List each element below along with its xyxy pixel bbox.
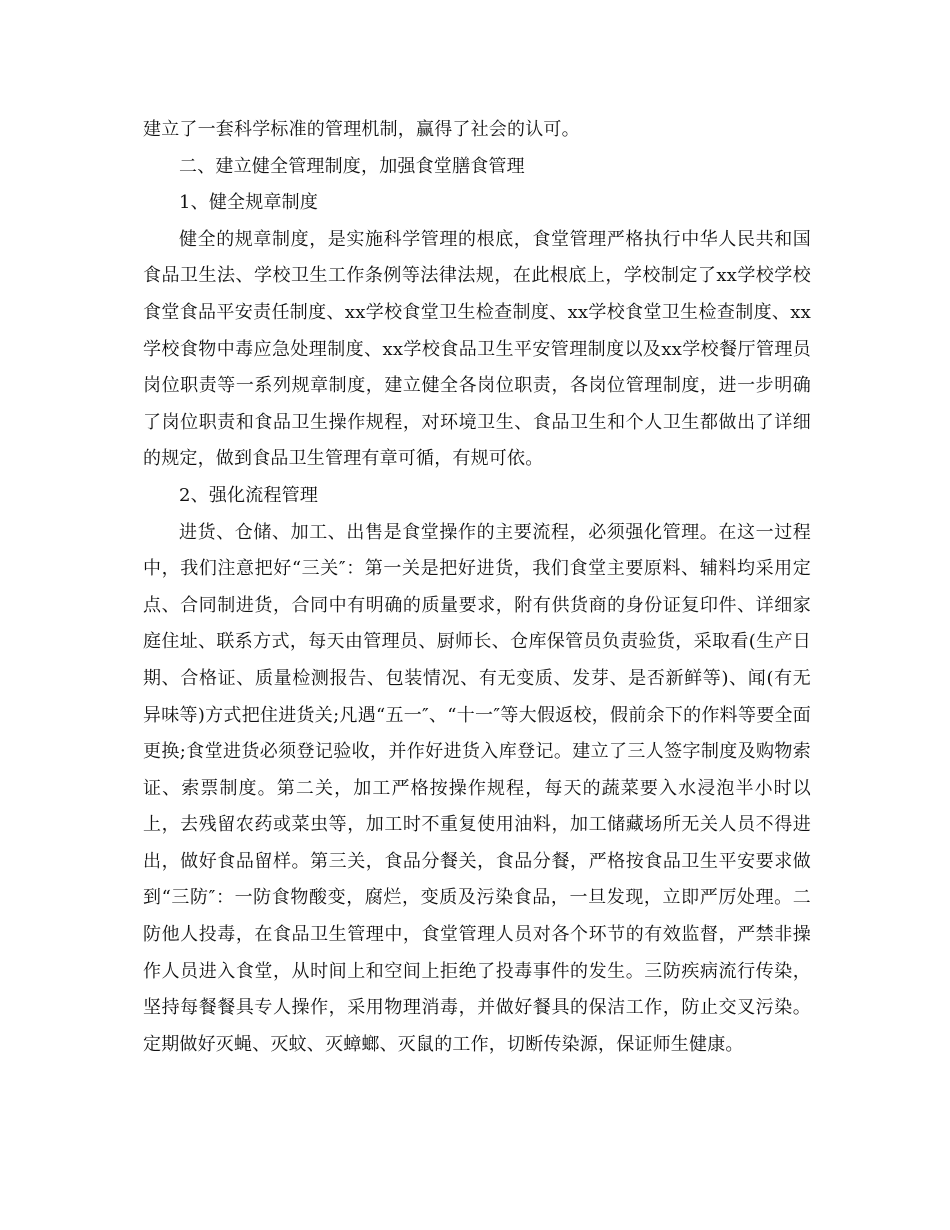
subsection-heading-rules: 1、健全规章制度 xyxy=(179,192,319,214)
subsection-heading-process: 2、强化流程管理 xyxy=(179,484,319,506)
paragraph-continuation: 建立了一套科学标准的管理机制，赢得了社会的认可。 xyxy=(143,119,580,140)
paragraph-rules: 健全的规章制度，是实施科学管理的根底，食堂管理严格执行中华人民共和国食品卫生法、学校卫生工作条例等法律法规，在此根底上，学校制定了xx学校学校食堂食品平安责任制度、xx学校食堂卫生检查制度、xx学校食堂卫生检查制度、xx学校食物中毒应急处理制度、xx学校食品卫生平安管理制度以及xx学校餐厅管理员岗位职责等一系列规章制度，建立健全各岗位职责，各岗位管理制度，进一步明确了岗位职责和食品卫生操作规程，对环境卫生、食品卫生和个人卫生都做出了详细的规定，做到食品卫生管理有章可循，有规可依。 xyxy=(143,228,811,470)
paragraph-process: 进货、仓储、加工、出售是食堂操作的主要流程，必须强化管理。在这一过程中，我们注意把好“三关″：第一关是把好进货，我们食堂主要原料、辅料均采用定点、合同制进货，合同中有明确的质量要求，附有供货商的身份证复印件、详细家庭住址、联系方式，每天由管理员、厨师长、仓库保管员负责验货，采取看(生产日期、合格证、质量检测报告、包装情况、有无变质、发芽、是否新鲜等)、闻(有无异味等)方式把住进货关;凡遇“五一″、“十一″等大假返校，假前余下的作料等要全面更换;食堂进货必须登记验收，并作好进货入库登记。建立了三人签字制度及购物索证、索票制度。第二关，加工严格按操作规程，每天的蔬菜要入水浸泡半小时以上，去残留农药或菜虫等，加工时不重复使用油料，加工储藏场所无关人员不得进出，做好食品留样。第三关，食品分餐关，食品分餐，严格按食品卫生平安要求做到“三防″：一防食物酸变，腐烂，变质及污染食品，一旦发现，立即严厉处理。二防他人投毒，在食品卫生管理中，食堂管理人员对各个环节的有效监督，严禁非操作人员进入食堂，从时间上和空间上拒绝了投毒事件的发生。三防疾病流行传染，坚持每餐餐具专人操作，采用物理消毒，并做好餐具的保洁工作，防止交叉污染。定期做好灭蝇、灭蚊、灭蟑螂、灭鼠的工作，切断传染源，保证师生健康。 xyxy=(143,521,811,1055)
section-heading: 二、建立健全管理制度，加强食堂膳食管理 xyxy=(179,155,525,177)
document-body xyxy=(143,112,811,1063)
